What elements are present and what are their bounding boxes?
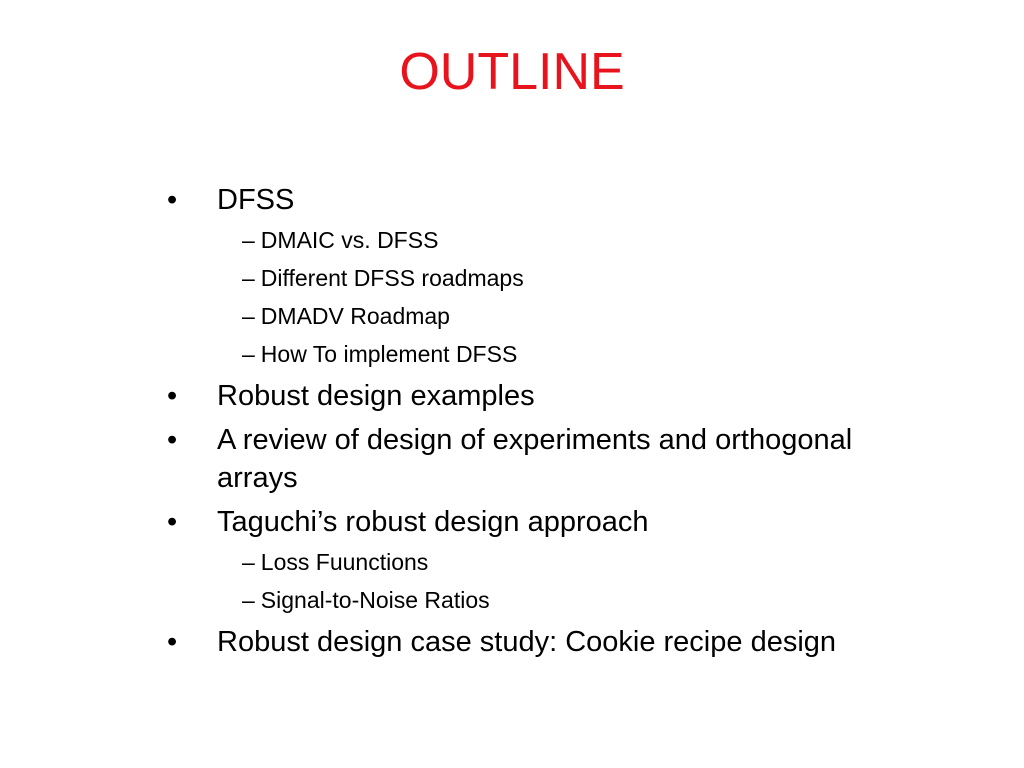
dash-icon: – [242,227,255,253]
sub-list [217,543,887,619]
sub-item-text: DMAIC vs. DFSS [260,227,439,253]
dash-icon: – [242,587,255,613]
outline-item [167,421,887,497]
dash-icon: – [242,303,255,329]
outline-item [167,181,887,373]
sub-item-text: How To implement DFSS [260,341,518,367]
sub-item-text: DMADV Roadmap [260,303,450,329]
sub-item [217,221,887,259]
dash-icon: – [242,265,255,291]
sub-item-text: Different DFSS roadmaps [260,265,524,291]
sub-item-text: Loss Fuunctions [260,549,429,575]
outline-item [167,623,887,661]
outline-item-text: Taguchi’s robust design approach [217,506,649,538]
slide-title: OUTLINE [399,43,625,101]
outline-item-text: DFSS [217,184,295,216]
outline-item-text: Robust design case study: Cookie recipe design [217,626,837,658]
sub-list [217,221,887,373]
sub-item [217,297,887,335]
outline-item-text: Robust design examples [217,380,535,412]
sub-item [217,259,887,297]
outline-item [167,503,887,619]
outline-list [167,181,887,661]
bullet-icon: • [167,184,178,216]
outline-item [167,377,887,415]
bullet-icon: • [167,424,178,456]
bullet-icon: • [167,506,178,538]
sub-item-text: Signal-to-Noise Ratios [260,587,490,613]
bullet-icon: • [167,380,178,412]
sub-item [217,335,887,373]
bullet-icon: • [167,626,178,658]
dash-icon: – [242,549,255,575]
dash-icon: – [242,341,255,367]
outline-item-text: A review of design of experiments and orthogonal arrays [217,424,853,494]
sub-item [217,543,887,581]
sub-item [217,581,887,619]
